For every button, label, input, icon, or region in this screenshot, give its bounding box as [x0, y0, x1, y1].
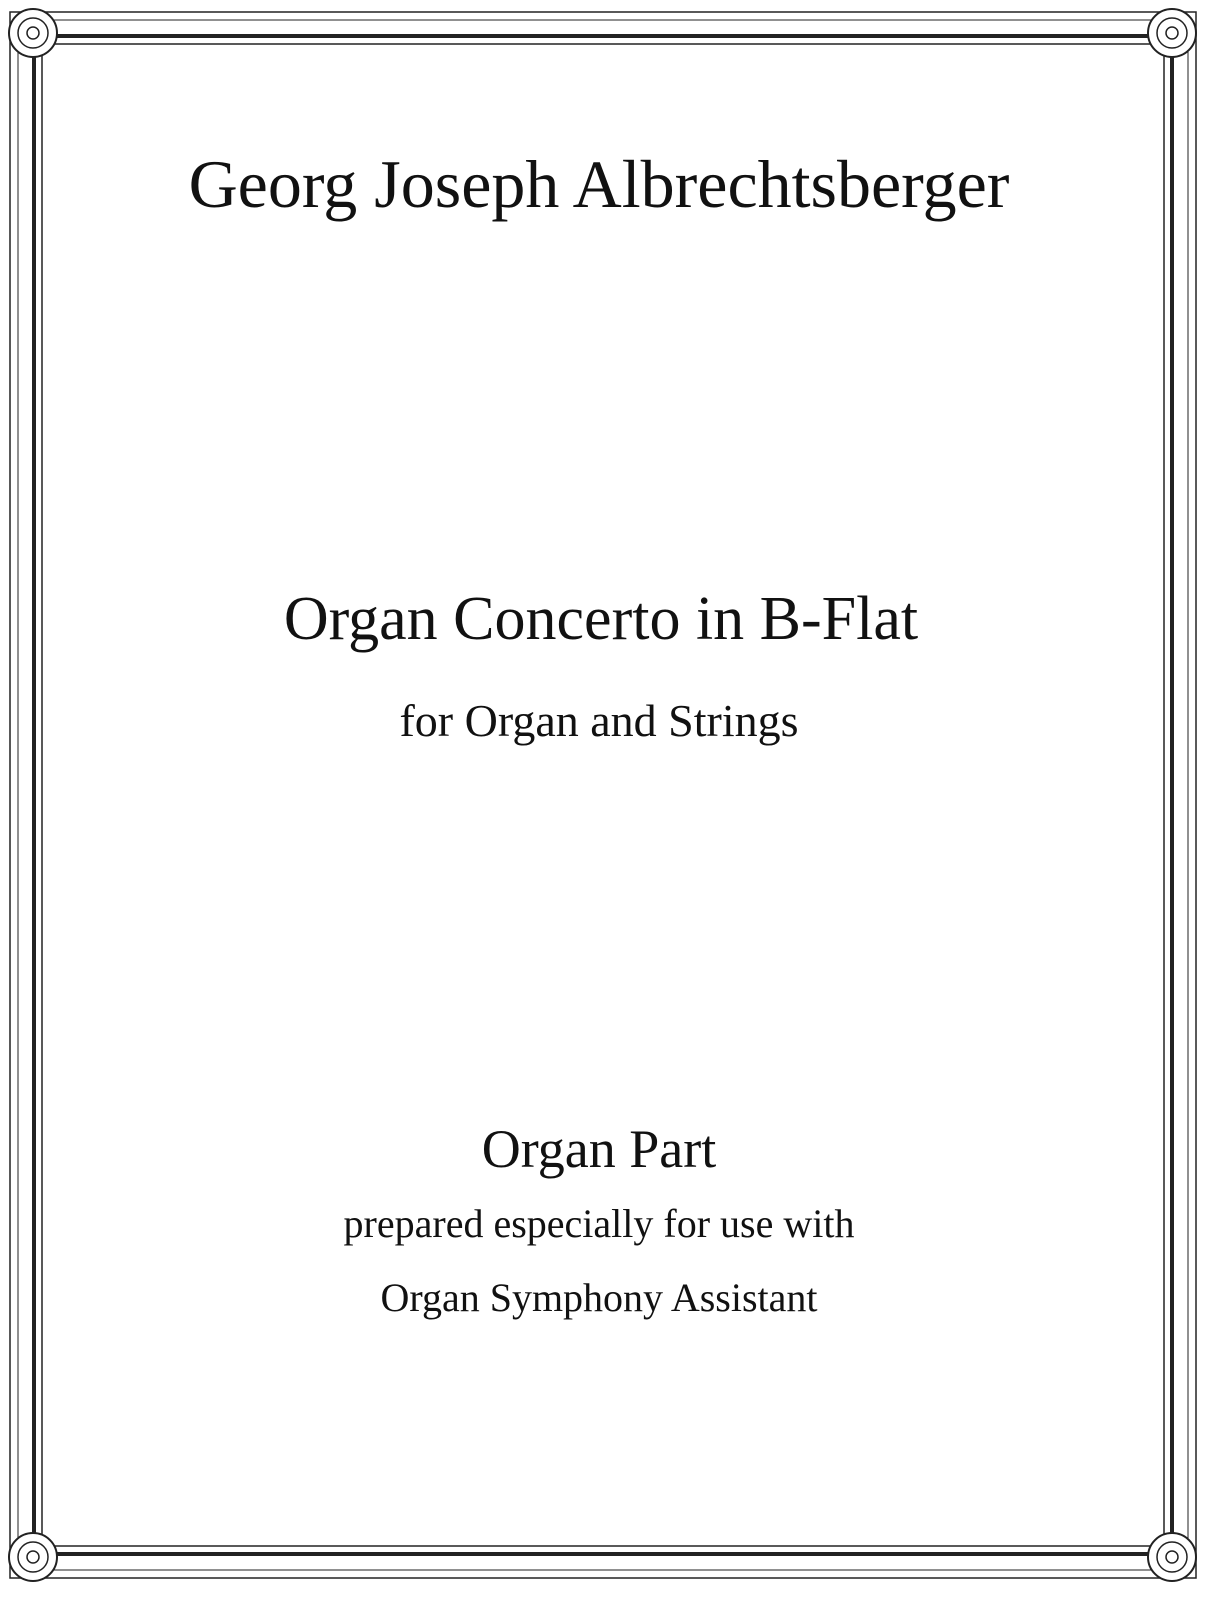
part-name: Organ Part: [481, 1119, 717, 1179]
work-subtitle: for Organ and Strings: [399, 695, 799, 746]
corner-ornament-top-right-icon: [1148, 9, 1196, 57]
product-name: Organ Symphony Assistant: [380, 1275, 818, 1320]
work-title: Organ Concerto in B-Flat: [283, 585, 919, 653]
prepared-note: prepared especially for use with: [343, 1201, 855, 1246]
border-inner-line: [42, 44, 1164, 1546]
corner-ornament-top-left-icon: [9, 9, 57, 57]
corner-ornament-bottom-left-icon: [9, 1533, 57, 1581]
border-outer-line: [10, 12, 1196, 1578]
border-thick-line: [34, 36, 1172, 1554]
corner-ornament-bottom-right-icon: [1148, 1533, 1196, 1581]
composer-name: Georg Joseph Albrechtsberger: [188, 146, 1010, 222]
border-outer-double-line: [18, 20, 1188, 1570]
